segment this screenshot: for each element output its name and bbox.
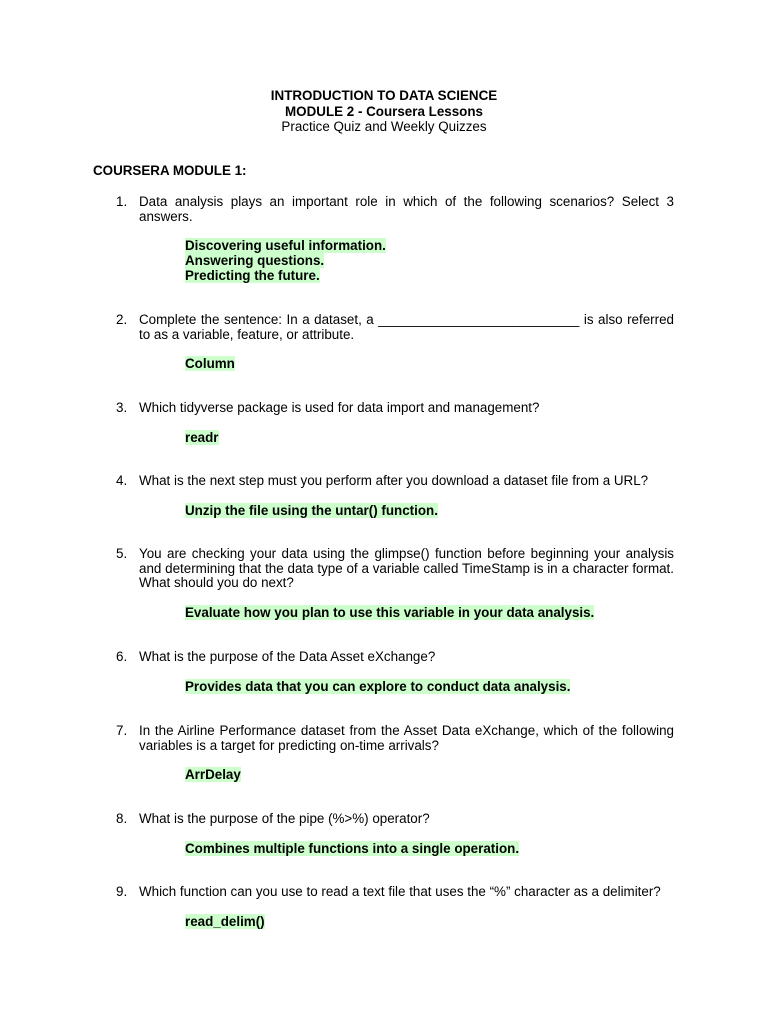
question-text: Which function can you use to read a text file that uses the “%” character as a delimiter? — [139, 884, 661, 899]
question-item-4 — [116, 474, 674, 518]
question-number: 3. — [116, 400, 128, 415]
question-number: 9. — [116, 884, 128, 899]
question-item-3 — [116, 401, 674, 445]
answer-text: ArrDelay — [185, 767, 241, 783]
answer-item — [185, 431, 674, 446]
answer-text: Provides data that you can explore to conduct data analysis. — [185, 678, 571, 694]
answer-list — [185, 504, 674, 519]
question-item-1 — [116, 195, 674, 284]
question-text: You are checking your data using the glimpse() function before beginning your analysis and determining that the data type of a variable called TimeStamp is in a character format. What should you do next? — [139, 546, 674, 591]
question-item-2 — [116, 313, 674, 372]
answer-text: Discovering useful information. — [185, 238, 386, 254]
answer-list — [185, 239, 674, 283]
question-number: 6. — [116, 649, 128, 664]
answer-item — [185, 915, 674, 930]
answer-item — [185, 606, 674, 621]
question-number: 4. — [116, 473, 128, 488]
question-number: 8. — [116, 811, 128, 826]
section-heading: COURSERA MODULE 1: — [93, 163, 247, 178]
answer-text: Combines multiple functions into a single operation. — [185, 840, 520, 856]
answer-text: Evaluate how you plan to use this variable in your data analysis. — [185, 605, 595, 621]
answer-item — [185, 680, 674, 695]
answer-item — [185, 357, 674, 372]
question-number: 7. — [116, 723, 128, 738]
question-text: Data analysis plays an important role in which of the following scenarios? Select 3 answers. — [139, 194, 674, 224]
question-number: 2. — [116, 312, 128, 327]
question-text: What is the purpose of the pipe (%>%) operator? — [139, 811, 430, 826]
answer-text: read_delim() — [185, 913, 265, 929]
answer-item — [185, 254, 674, 269]
question-item-8 — [116, 812, 674, 856]
question-text: Which tidyverse package is used for data import and management? — [139, 400, 540, 415]
question-text: In the Airline Performance dataset from the Asset Data eXchange, which of the following variables is a target for predicting on-time arrivals? — [139, 723, 674, 753]
answer-item — [185, 269, 674, 284]
answer-list — [185, 431, 674, 446]
answer-list — [185, 842, 674, 857]
question-item-9 — [116, 885, 674, 929]
answer-text: Unzip the file using the untar() function. — [185, 502, 438, 518]
question-item-7 — [116, 724, 674, 783]
question-number: 1. — [116, 194, 128, 209]
question-item-6 — [116, 650, 674, 694]
question-text: Complete the sentence: In a dataset, a ___________________________ is also referred to as a variable, feature, or attribute. — [139, 312, 674, 342]
answer-list — [185, 680, 674, 695]
answer-item — [185, 768, 674, 783]
question-number: 5. — [116, 546, 128, 561]
document-subtitle: MODULE 2 - Coursera Lessons — [285, 103, 483, 119]
question-text: What is the purpose of the Data Asset eXchange? — [139, 649, 436, 664]
document-caption: Practice Quiz and Weekly Quizzes — [281, 119, 487, 134]
answer-list — [185, 768, 674, 783]
answer-text: readr — [185, 429, 219, 445]
answer-text: Answering questions. — [185, 253, 325, 269]
answer-list — [185, 357, 674, 372]
document-title: INTRODUCTION TO DATA SCIENCE — [270, 88, 498, 103]
answer-item — [185, 842, 674, 857]
answer-text: Predicting the future. — [185, 267, 320, 283]
document-header — [0, 88, 768, 135]
answer-list — [185, 915, 674, 930]
answer-list — [185, 606, 674, 621]
question-text: What is the next step must you perform after you download a dataset file from a URL? — [139, 473, 649, 488]
answer-text: Column — [185, 356, 235, 372]
question-item-5 — [116, 547, 674, 621]
answer-item — [185, 504, 674, 519]
answer-item — [185, 239, 674, 254]
